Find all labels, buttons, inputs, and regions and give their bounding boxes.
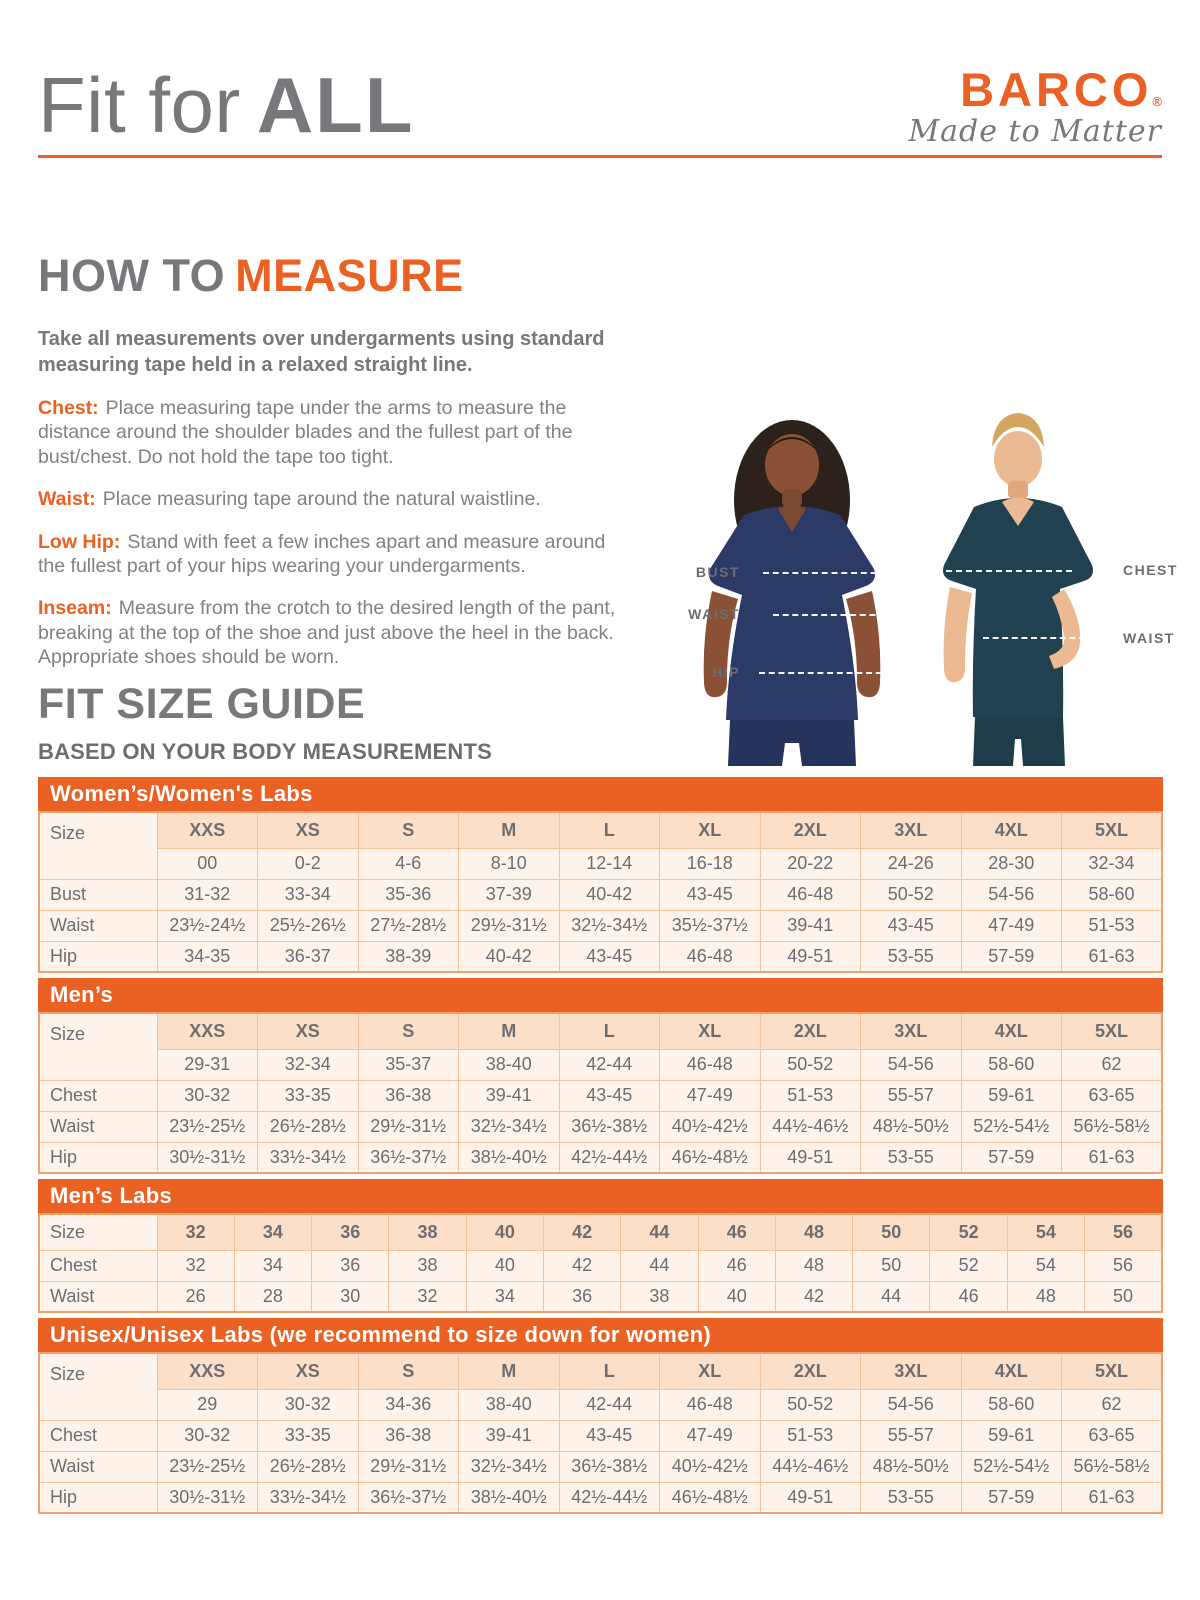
size-letter-cell: 50 xyxy=(853,1214,930,1250)
measure-item-label: Waist: xyxy=(38,488,96,511)
measure-item-label: Low Hip: xyxy=(38,530,121,553)
measurement-row-label: Chest xyxy=(39,1250,157,1281)
measurement-value-cell: 42 xyxy=(775,1281,852,1312)
size-number-cell: 32-34 xyxy=(258,1049,359,1080)
measurement-value-cell: 33½-34½ xyxy=(258,1482,359,1513)
measure-item-label: Chest: xyxy=(38,397,99,419)
measurement-value-cell: 32 xyxy=(389,1281,466,1312)
size-number-cell: 54-56 xyxy=(861,1049,962,1080)
measurement-value-cell: 26½-28½ xyxy=(258,1111,359,1142)
measurement-value-cell: 53-55 xyxy=(861,941,962,972)
measurement-value-cell: 48 xyxy=(1007,1281,1084,1312)
measure-item-label: Inseam: xyxy=(38,597,112,620)
size-table xyxy=(38,811,1163,973)
barco-logo-wordmark: BARCO xyxy=(960,63,1153,116)
measurement-row-label: Chest xyxy=(39,1420,157,1451)
measurement-value-cell: 56 xyxy=(1085,1250,1162,1281)
size-letter-cell: 48 xyxy=(775,1214,852,1250)
measurement-value-cell: 32 xyxy=(157,1250,234,1281)
measurement-value-cell: 33-35 xyxy=(258,1420,359,1451)
measurement-row-label: Hip xyxy=(39,941,157,972)
measurement-value-cell: 42½-44½ xyxy=(559,1142,660,1173)
measurement-value-cell: 44 xyxy=(853,1281,930,1312)
measurement-value-cell: 30½-31½ xyxy=(157,1482,258,1513)
measurement-row-label: Waist xyxy=(39,1111,157,1142)
measurement-value-cell: 46 xyxy=(698,1250,775,1281)
hip-measure-line xyxy=(759,672,911,674)
size-row-label: Size xyxy=(39,1353,157,1420)
measurement-value-cell: 23½-25½ xyxy=(157,1111,258,1142)
measurement-value-cell: 55-57 xyxy=(861,1080,962,1111)
size-number-cell: 12-14 xyxy=(559,848,660,879)
waist-right-measure-line xyxy=(983,637,1085,639)
measure-item: Waist: Place measuring tape around the natural waistline. xyxy=(38,488,541,511)
size-letter-cell: XL xyxy=(660,1013,761,1049)
size-number-cell: 4-6 xyxy=(358,848,459,879)
measurement-value-cell: 38½-40½ xyxy=(459,1482,560,1513)
measurement-value-cell: 39-41 xyxy=(459,1080,560,1111)
size-letter-cell: 5XL xyxy=(1062,1353,1163,1389)
size-letter-cell: XXS xyxy=(157,1013,258,1049)
measurement-value-cell: 51-53 xyxy=(760,1420,861,1451)
size-row-label: Size xyxy=(39,1214,157,1250)
size-tables xyxy=(38,777,1163,1514)
size-number-cell: 58-60 xyxy=(961,1389,1062,1420)
measurement-value-cell: 47-49 xyxy=(660,1420,761,1451)
measurement-value-cell: 36-38 xyxy=(358,1420,459,1451)
size-letter-cell: 3XL xyxy=(861,812,962,848)
size-letter-cell: XL xyxy=(660,812,761,848)
bust-label: BUST xyxy=(695,564,740,580)
size-letter-cell: 36 xyxy=(312,1214,389,1250)
measurement-value-cell: 57-59 xyxy=(961,941,1062,972)
measurement-value-cell: 40½-42½ xyxy=(660,1451,761,1482)
measurement-value-cell: 63-65 xyxy=(1062,1420,1163,1451)
size-letter-cell: XXS xyxy=(157,812,258,848)
measurement-value-cell: 33-35 xyxy=(258,1080,359,1111)
page-title-bold: ALL xyxy=(256,61,415,149)
heading-orange-part: MEASURE xyxy=(235,250,464,301)
measurement-value-cell: 54-56 xyxy=(961,879,1062,910)
measurement-value-cell: 25½-26½ xyxy=(258,910,359,941)
measure-item: Chest: Place measuring tape under the arms to measure the distance around the shoulder blades and the fullest part of the bust/chest. Do not hold the tape too tight. xyxy=(38,397,573,468)
measurement-value-cell: 40 xyxy=(698,1281,775,1312)
measurement-value-cell: 36½-37½ xyxy=(358,1142,459,1173)
size-letter-cell: 40 xyxy=(466,1214,543,1250)
measurement-value-cell: 32½-34½ xyxy=(459,1111,560,1142)
size-number-cell: 16-18 xyxy=(660,848,761,879)
measurement-value-cell: 36½-38½ xyxy=(559,1111,660,1142)
size-letter-cell: L xyxy=(559,1353,660,1389)
size-table-section xyxy=(38,978,1163,1174)
measurement-value-cell: 59-61 xyxy=(961,1080,1062,1111)
size-letter-cell: 4XL xyxy=(961,1353,1062,1389)
measurement-row-label: Waist xyxy=(39,1281,157,1312)
size-number-cell: 58-60 xyxy=(961,1049,1062,1080)
measurement-value-cell: 36-38 xyxy=(358,1080,459,1111)
size-number-cell: 38-40 xyxy=(459,1389,560,1420)
measurement-value-cell: 36½-37½ xyxy=(358,1482,459,1513)
size-letter-cell: XL xyxy=(660,1353,761,1389)
measurement-value-cell: 48 xyxy=(775,1250,852,1281)
size-number-cell: 20-22 xyxy=(760,848,861,879)
measurement-value-cell: 46 xyxy=(930,1281,1007,1312)
size-letter-cell: 2XL xyxy=(760,1013,861,1049)
waist-left-label: WAIST xyxy=(688,606,740,622)
measurement-row-label: Chest xyxy=(39,1080,157,1111)
size-letter-cell: 2XL xyxy=(760,1353,861,1389)
size-letter-cell: 32 xyxy=(157,1214,234,1250)
measurement-value-cell: 39-41 xyxy=(459,1420,560,1451)
measurement-value-cell: 40-42 xyxy=(559,879,660,910)
size-number-cell: 62 xyxy=(1062,1389,1163,1420)
measurement-value-cell: 43-45 xyxy=(559,1420,660,1451)
measurement-value-cell: 43-45 xyxy=(559,941,660,972)
fit-size-guide-heading: FIT SIZE GUIDE xyxy=(38,680,366,728)
measurement-value-cell: 23½-24½ xyxy=(157,910,258,941)
measurement-value-cell: 54 xyxy=(1007,1250,1084,1281)
size-number-cell: 30-32 xyxy=(258,1389,359,1420)
measurement-value-cell: 29½-31½ xyxy=(459,910,560,941)
size-letter-cell: 52 xyxy=(930,1214,1007,1250)
size-table-section xyxy=(38,1318,1163,1514)
measurement-value-cell: 58-60 xyxy=(1062,879,1163,910)
measurement-value-cell: 35½-37½ xyxy=(660,910,761,941)
size-letter-cell: M xyxy=(459,1353,560,1389)
size-letter-cell: M xyxy=(459,812,560,848)
measurement-value-cell: 40-42 xyxy=(459,941,560,972)
size-table xyxy=(38,1352,1163,1514)
table-section-title: Women’s/Women's Labs xyxy=(38,777,1163,811)
size-number-cell: 46-48 xyxy=(660,1049,761,1080)
size-number-cell: 24-26 xyxy=(861,848,962,879)
measurement-value-cell: 30 xyxy=(312,1281,389,1312)
measurement-value-cell: 43-45 xyxy=(861,910,962,941)
measurement-value-cell: 39-41 xyxy=(760,910,861,941)
measurement-value-cell: 37-39 xyxy=(459,879,560,910)
size-letter-cell: L xyxy=(559,1013,660,1049)
size-table xyxy=(38,1213,1163,1313)
measurement-value-cell: 38 xyxy=(621,1281,698,1312)
bust-measure-line xyxy=(763,572,906,574)
how-to-measure-heading xyxy=(38,250,633,302)
measurement-value-cell: 27½-28½ xyxy=(358,910,459,941)
measure-item: Low Hip: Stand with feet a few inches apart and measure around the fullest part of your hips wearing your undergarments. xyxy=(38,530,606,577)
size-letter-cell: S xyxy=(358,812,459,848)
measurement-value-cell: 26½-28½ xyxy=(258,1451,359,1482)
size-letter-cell: S xyxy=(358,1353,459,1389)
how-to-measure-section xyxy=(38,250,633,669)
measurement-value-cell: 52½-54½ xyxy=(961,1451,1062,1482)
measurement-value-cell: 32½-34½ xyxy=(459,1451,560,1482)
size-letter-cell: XXS xyxy=(157,1353,258,1389)
size-letter-cell: 5XL xyxy=(1062,1013,1163,1049)
size-table-section xyxy=(38,777,1163,973)
size-row-label: Size xyxy=(39,1013,157,1080)
measurement-value-cell: 51-53 xyxy=(1062,910,1163,941)
measurement-value-cell: 29½-31½ xyxy=(358,1111,459,1142)
measurement-value-cell: 61-63 xyxy=(1062,1142,1163,1173)
measurement-value-cell: 36-37 xyxy=(258,941,359,972)
size-letter-cell: 56 xyxy=(1085,1214,1162,1250)
size-number-cell: 50-52 xyxy=(760,1389,861,1420)
fit-size-guide-subheading: BASED ON YOUR BODY MEASUREMENTS xyxy=(38,739,492,764)
measurement-value-cell: 30½-31½ xyxy=(157,1142,258,1173)
size-number-cell: 42-44 xyxy=(559,1389,660,1420)
measure-intro: Take all measurements over undergarments using standard measuring tape held in a relaxed straight line. xyxy=(38,328,605,376)
size-letter-cell: 3XL xyxy=(861,1013,962,1049)
chest-label: CHEST xyxy=(1123,562,1178,578)
size-number-cell: 54-56 xyxy=(861,1389,962,1420)
measurement-value-cell: 44 xyxy=(621,1250,698,1281)
size-number-cell: 35-37 xyxy=(358,1049,459,1080)
measurement-value-cell: 33-34 xyxy=(258,879,359,910)
measurement-value-cell: 34-35 xyxy=(157,941,258,972)
measurement-value-cell: 61-63 xyxy=(1062,1482,1163,1513)
measurement-value-cell: 38½-40½ xyxy=(459,1142,560,1173)
measurement-value-cell: 52 xyxy=(930,1250,1007,1281)
measurement-value-cell: 49-51 xyxy=(760,941,861,972)
table-section-title: Unisex/Unisex Labs (we recommend to size down for women) xyxy=(38,1318,1163,1352)
measurement-value-cell: 38 xyxy=(389,1250,466,1281)
page-title-regular: Fit for xyxy=(38,61,241,149)
measurement-value-cell: 30-32 xyxy=(157,1420,258,1451)
size-number-cell: 34-36 xyxy=(358,1389,459,1420)
measurement-value-cell: 53-55 xyxy=(861,1142,962,1173)
measurement-value-cell: 46½-48½ xyxy=(660,1482,761,1513)
heading-gray-part: HOW TO xyxy=(38,250,226,301)
table-section-title: Men’s Labs xyxy=(38,1179,1163,1213)
measurement-value-cell: 53-55 xyxy=(861,1482,962,1513)
measurement-value-cell: 32½-34½ xyxy=(559,910,660,941)
size-number-cell: 62 xyxy=(1062,1049,1163,1080)
measurement-value-cell: 44½-46½ xyxy=(760,1111,861,1142)
waist-right-label: WAIST xyxy=(1123,630,1175,646)
measurement-value-cell: 52½-54½ xyxy=(961,1111,1062,1142)
measurement-value-cell: 56½-58½ xyxy=(1062,1451,1163,1482)
measurement-value-cell: 38-39 xyxy=(358,941,459,972)
measurement-value-cell: 46-48 xyxy=(660,941,761,972)
size-letter-cell: L xyxy=(559,812,660,848)
barco-logo xyxy=(908,63,1162,149)
measurement-value-cell: 34 xyxy=(466,1281,543,1312)
table-section-title: Men’s xyxy=(38,978,1163,1012)
hip-label: HIP xyxy=(712,664,740,680)
measurement-value-cell: 35-36 xyxy=(358,879,459,910)
size-number-cell: 50-52 xyxy=(760,1049,861,1080)
size-number-cell: 29-31 xyxy=(157,1049,258,1080)
page-header xyxy=(38,56,1162,147)
measurement-value-cell: 40½-42½ xyxy=(660,1111,761,1142)
size-table xyxy=(38,1012,1163,1174)
measure-item: Inseam: Measure from the crotch to the desired length of the pant, breaking at the top of the shoe and just above the heel in the back. Appropriate shoes should be worn. xyxy=(38,597,616,668)
size-letter-cell: 2XL xyxy=(760,812,861,848)
measurement-value-cell: 48½-50½ xyxy=(861,1451,962,1482)
size-letter-cell: 38 xyxy=(389,1214,466,1250)
measurement-value-cell: 49-51 xyxy=(760,1482,861,1513)
measurement-row-label: Waist xyxy=(39,1451,157,1482)
measurement-value-cell: 48½-50½ xyxy=(861,1111,962,1142)
size-letter-cell: 42 xyxy=(543,1214,620,1250)
chest-measure-line xyxy=(936,570,1072,572)
measurement-value-cell: 43-45 xyxy=(660,879,761,910)
measurement-value-cell: 28 xyxy=(234,1281,311,1312)
measurement-value-cell: 50-52 xyxy=(861,879,962,910)
header-divider xyxy=(38,155,1162,158)
size-letter-cell: 34 xyxy=(234,1214,311,1250)
fit-size-guide-section xyxy=(38,680,1163,1519)
size-letter-cell: XS xyxy=(258,1013,359,1049)
size-letter-cell: 4XL xyxy=(961,1013,1062,1049)
size-number-cell: 29 xyxy=(157,1389,258,1420)
size-number-cell: 46-48 xyxy=(660,1389,761,1420)
size-letter-cell: 54 xyxy=(1007,1214,1084,1250)
measurement-value-cell: 46½-48½ xyxy=(660,1142,761,1173)
measurement-value-cell: 33½-34½ xyxy=(258,1142,359,1173)
measurement-value-cell: 34 xyxy=(234,1250,311,1281)
measurement-value-cell: 47-49 xyxy=(961,910,1062,941)
measurement-value-cell: 26 xyxy=(157,1281,234,1312)
size-letter-cell: 4XL xyxy=(961,812,1062,848)
waist-left-measure-line xyxy=(773,614,885,616)
measurement-value-cell: 59-61 xyxy=(961,1420,1062,1451)
measurement-value-cell: 42 xyxy=(543,1250,620,1281)
size-row-label: Size xyxy=(39,812,157,879)
measurement-value-cell: 50 xyxy=(1085,1281,1162,1312)
measurement-value-cell: 31-32 xyxy=(157,879,258,910)
registered-mark-icon: ® xyxy=(1152,94,1162,109)
measurement-value-cell: 36 xyxy=(312,1250,389,1281)
measurement-value-cell: 44½-46½ xyxy=(760,1451,861,1482)
page-title xyxy=(38,61,415,149)
measurement-value-cell: 46-48 xyxy=(760,879,861,910)
measurement-value-cell: 36 xyxy=(543,1281,620,1312)
measurement-value-cell: 56½-58½ xyxy=(1062,1111,1163,1142)
size-number-cell: 38-40 xyxy=(459,1049,560,1080)
size-letter-cell: XS xyxy=(258,812,359,848)
size-letter-cell: 46 xyxy=(698,1214,775,1250)
measurement-value-cell: 36½-38½ xyxy=(559,1451,660,1482)
measurement-value-cell: 43-45 xyxy=(559,1080,660,1111)
measurement-value-cell: 29½-31½ xyxy=(358,1451,459,1482)
size-number-cell: 0-2 xyxy=(258,848,359,879)
size-number-cell: 28-30 xyxy=(961,848,1062,879)
size-letter-cell: XS xyxy=(258,1353,359,1389)
measurement-value-cell: 57-59 xyxy=(961,1482,1062,1513)
measurement-value-cell: 57-59 xyxy=(961,1142,1062,1173)
size-table-section xyxy=(38,1179,1163,1313)
measurement-row-label: Bust xyxy=(39,879,157,910)
size-letter-cell: 5XL xyxy=(1062,812,1163,848)
barco-logo-tagline: Made to Matter xyxy=(908,114,1162,149)
measurement-value-cell: 49-51 xyxy=(760,1142,861,1173)
size-number-cell: 32-34 xyxy=(1062,848,1163,879)
measurement-value-cell: 23½-25½ xyxy=(157,1451,258,1482)
measurement-value-cell: 47-49 xyxy=(660,1080,761,1111)
size-number-cell: 00 xyxy=(157,848,258,879)
measurement-value-cell: 63-65 xyxy=(1062,1080,1163,1111)
measurement-value-cell: 51-53 xyxy=(760,1080,861,1111)
measure-items xyxy=(38,396,633,669)
measurement-value-cell: 50 xyxy=(853,1250,930,1281)
size-number-cell: 8-10 xyxy=(459,848,560,879)
measurement-value-cell: 30-32 xyxy=(157,1080,258,1111)
measurement-value-cell: 42½-44½ xyxy=(559,1482,660,1513)
size-letter-cell: 44 xyxy=(621,1214,698,1250)
size-letter-cell: M xyxy=(459,1013,560,1049)
measurement-value-cell: 61-63 xyxy=(1062,941,1163,972)
size-letter-cell: 3XL xyxy=(861,1353,962,1389)
measurement-row-label: Hip xyxy=(39,1142,157,1173)
size-letter-cell: S xyxy=(358,1013,459,1049)
size-number-cell: 42-44 xyxy=(559,1049,660,1080)
measurement-row-label: Hip xyxy=(39,1482,157,1513)
measurement-row-label: Waist xyxy=(39,910,157,941)
measurement-value-cell: 55-57 xyxy=(861,1420,962,1451)
measurement-value-cell: 40 xyxy=(466,1250,543,1281)
